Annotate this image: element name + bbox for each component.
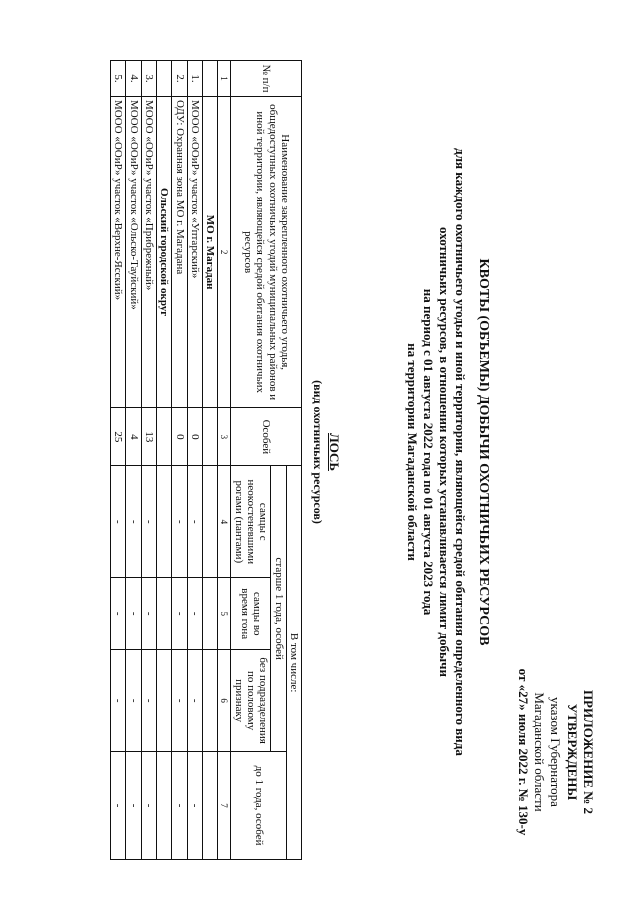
species-name: ЛОСЬ [327, 433, 342, 471]
no-sex-count: - [141, 650, 156, 752]
hunting-ground-name: ОДУ: Охранная зона МО г. Магадана [172, 96, 187, 407]
males-antlers-count: - [111, 466, 126, 578]
header-males-rut: самцы во время гона [231, 578, 271, 650]
row-number: 4. [126, 61, 141, 97]
section-empty-cell [203, 650, 218, 752]
hunting-ground-name: МООО «ООиР» участок «Ольско-Тауйский» [126, 96, 141, 407]
index-cell: 6 [218, 650, 231, 752]
index-cell: 3 [218, 408, 231, 466]
no-sex-count: - [187, 650, 202, 752]
row-number: 2. [172, 61, 187, 97]
section-title: Ольский городской округ [157, 96, 172, 407]
index-cell: 7 [218, 752, 231, 860]
decree-line: указом Губернатора [548, 697, 564, 807]
header-row-1 [286, 61, 301, 860]
species-note: (вид охотничьих ресурсов) [311, 380, 326, 524]
appendix-number: ПРИЛОЖЕНИЕ № 2 [581, 689, 596, 815]
table-row [187, 61, 202, 860]
section-empty-cell [157, 752, 172, 860]
section-empty-cell [157, 578, 172, 650]
section-blank-cell [157, 61, 172, 97]
total-count: 0 [187, 408, 202, 466]
index-cell: 5 [218, 578, 231, 650]
document-title [404, 32, 493, 872]
quota-table [110, 60, 302, 860]
header-num: № п/п [231, 61, 302, 97]
index-cell: 1 [218, 61, 231, 97]
total-count: 4 [126, 408, 141, 466]
males-antlers-count: - [126, 466, 141, 578]
row-number: 5. [111, 61, 126, 97]
section-empty-cell [157, 408, 172, 466]
title-main: КВОТЫ (ОБЪЕМЫ) ДОБЫЧИ ОХОТНИЧЬИХ РЕСУРСОВ [476, 258, 491, 646]
no-sex-count: - [126, 650, 141, 752]
total-count: 25 [111, 408, 126, 466]
males-antlers-count: - [141, 466, 156, 578]
header-older: старше 1 года, особей [271, 466, 286, 752]
species-block [310, 32, 342, 872]
header-no-sex: без подразделения по половому признаку [231, 650, 271, 752]
under1-count: - [126, 752, 141, 860]
section-row [203, 61, 218, 860]
total-count: 13 [141, 408, 156, 466]
title-line-1: для каждого охотничьего угодья и иной территории, являющейся средой обитания определенного вида [453, 148, 469, 756]
males-antlers-count: - [187, 466, 202, 578]
under1-count: - [172, 752, 187, 860]
approved-label: УТВЕРЖДЕНЫ [564, 703, 580, 801]
header-including: В том числе: [286, 466, 301, 860]
hunting-ground-name: МООО «ООиР» участок «Прибрежный» [141, 96, 156, 407]
section-empty-cell [157, 650, 172, 752]
males-rut-count: - [141, 578, 156, 650]
table-row [141, 61, 156, 860]
males-antlers-count: - [172, 466, 187, 578]
row-number: 1. [187, 61, 202, 97]
no-sex-count: - [172, 650, 187, 752]
region-line: Магаданской области [532, 692, 548, 812]
index-cell: 2 [218, 96, 231, 407]
title-line-3: на период с 01 августа 2022 года по 01 августа 2023 года [421, 288, 436, 616]
section-row [157, 61, 172, 860]
under1-count: - [187, 752, 202, 860]
title-line-4: на территории Магаданской области [404, 343, 420, 561]
males-rut-count: - [187, 578, 202, 650]
index-cell: 4 [218, 466, 231, 578]
header-males-antlers: самцы с неокостеневшими рогами (пантами) [231, 466, 271, 578]
section-empty-cell [203, 408, 218, 466]
hunting-ground-name: МООО «ООиР» участок «Верхне-Ясский» [111, 96, 126, 407]
males-rut-count: - [126, 578, 141, 650]
header-under1: до 1 года, особей [231, 752, 286, 860]
decree-date: от «27» июля 2022 г. № 130-у [516, 668, 531, 836]
males-rut-count: - [111, 578, 126, 650]
table-row [126, 61, 141, 860]
header-name: Наименование закрепленного охотничьего угодья, общедоступных охотничьих угодий муниципальных районов и иной территории, являющейся средой обитания охотничьих ресурсов [231, 96, 302, 407]
header-total: Особей [231, 408, 302, 466]
section-empty-cell [157, 466, 172, 578]
section-empty-cell [203, 578, 218, 650]
section-blank-cell [203, 61, 218, 97]
section-empty-cell [203, 466, 218, 578]
index-row [218, 61, 231, 860]
under1-count: - [111, 752, 126, 860]
table-row [111, 61, 126, 860]
section-title: МО г. Магадан [203, 96, 218, 407]
table-row [172, 61, 187, 860]
hunting-ground-name: МООО «ООиР» участок «Уптарский» [187, 96, 202, 407]
total-count: 0 [172, 408, 187, 466]
row-number: 3. [141, 61, 156, 97]
under1-count: - [141, 752, 156, 860]
title-line-2: охотничьих ресурсов, в отношении которых устанавливается лимит добычи [437, 227, 453, 677]
males-rut-count: - [172, 578, 187, 650]
appendix-block [515, 652, 596, 852]
rotated-content [30, 32, 610, 872]
section-empty-cell [203, 752, 218, 860]
no-sex-count: - [111, 650, 126, 752]
